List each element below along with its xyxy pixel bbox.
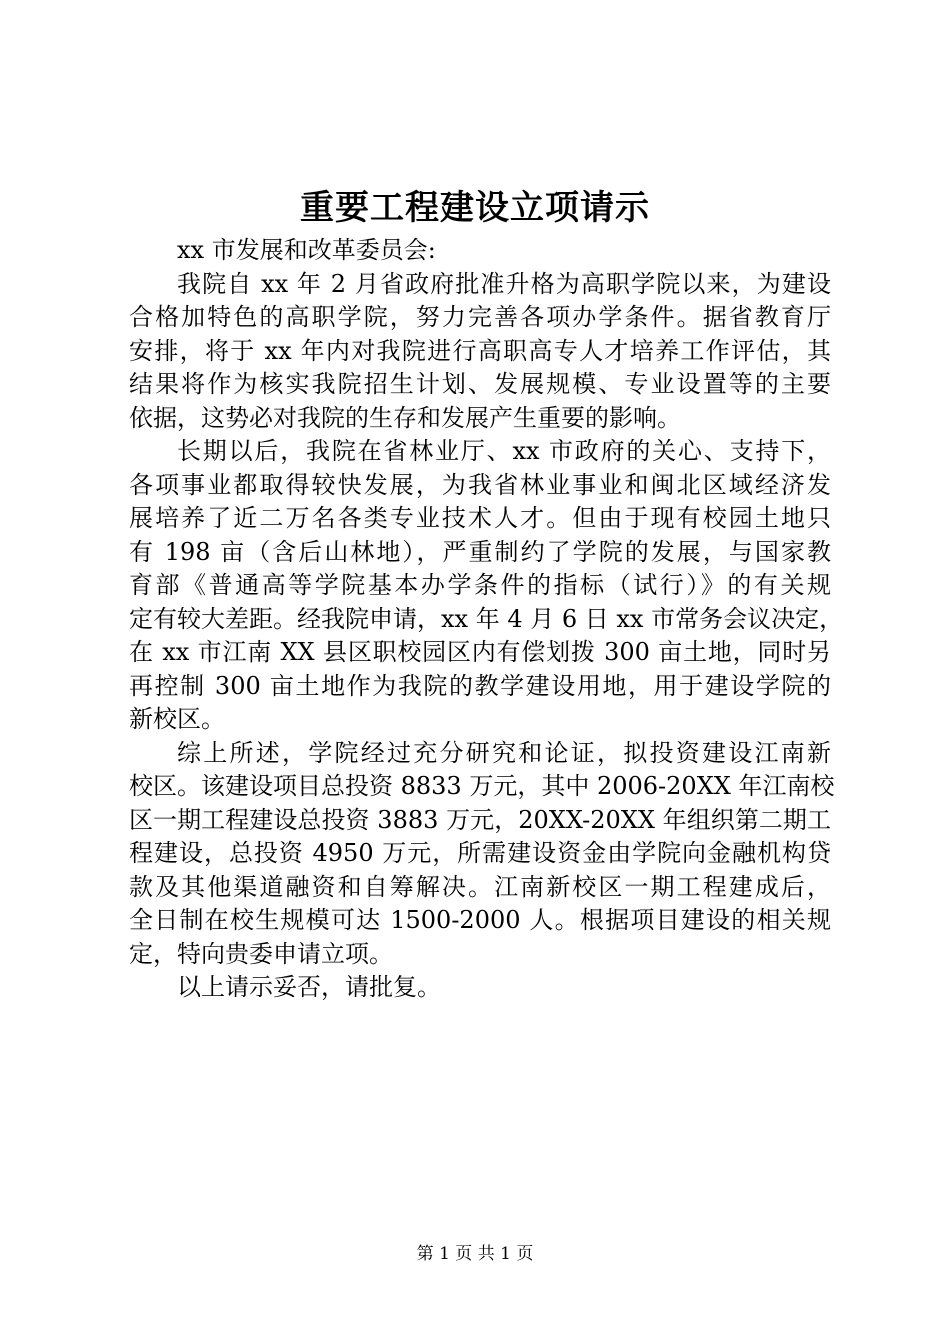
paragraph-line: 安排，将于 xx 年内对我院进行高职高专人才培养工作评估，其 <box>129 336 831 365</box>
paragraph-line: 合格加特色的高职学院，努力完善各项办学条件。据省教育厅 <box>129 303 831 331</box>
paragraph-4 <box>129 971 831 1005</box>
paragraph-line: 再控制 300 亩土地作为我院的教学建设用地，用于建设学院的 <box>129 671 831 700</box>
paragraph-line: 长期以后，我院在省林业厅、xx 市政府的关心、支持下， <box>177 437 831 465</box>
paragraph-1 <box>129 268 831 436</box>
paragraph-line: 程建设，总投资 4950 万元，所需建设资金由学院向金融机构贷 <box>129 839 831 867</box>
paragraph-line: 综上所述，学院经过充分研究和论证，拟投资建设江南新 <box>177 738 831 767</box>
paragraph-line: 展培养了近二万名各类专业技术人才。但由于现有校园土地只 <box>129 504 831 532</box>
page-footer: 第 1 页 共 1 页 <box>416 1244 534 1264</box>
paragraph-line: 新校区。 <box>129 705 225 733</box>
paragraph-line: 款及其他渠道融资和自筹解决。江南新校区一期工程建成后， <box>129 872 831 901</box>
paragraph-line: 有 198 亩（含后山林地），严重制约了学院的发展，与国家教 <box>129 537 831 566</box>
paragraph-line: 定有较大差距。经我院申请，xx 年 4 月 6 日 xx 市常务会议决定， <box>129 604 844 633</box>
paragraph-line: 我院自 xx 年 2 月省政府批准升格为高职学院以来，为建设 <box>177 269 831 298</box>
paragraph-line: 依据，这势必对我院的生存和发展产生重要的影响。 <box>129 403 681 432</box>
paragraph-2 <box>129 435 844 737</box>
paragraph-line: 校区。该建设项目总投资 8833 万元，其中 2006-20XX 年江南校 <box>129 772 835 800</box>
paragraph-line: 结果将作为核实我院招生计划、发展规模、专业设置等的主要 <box>129 370 831 398</box>
document-body <box>129 234 844 1005</box>
paragraph-line: 以上请示妥否，请批复。 <box>177 973 441 1001</box>
paragraph-line: 育部《普通高等学院基本办学条件的指标（试行）》的有关规 <box>129 571 831 599</box>
salutation: xx 市发展和改革委员会: <box>177 236 436 264</box>
paragraph-line: 全日制在校生规模可达 1500-2000 人。根据项目建设的相关规 <box>129 906 831 934</box>
paragraph-line: 区一期工程建设总投资 3883 万元，20XX-20XX 年组织第二期工 <box>129 805 831 834</box>
document-title: 重要工程建设立项请示 <box>300 188 650 228</box>
paragraph-line: 各项事业都取得较快发展，为我省林业事业和闽北区域经济发 <box>129 470 831 499</box>
paragraph-line: 在 xx 市江南 XX 县区职校园区内有偿划拨 300 亩土地，同时另 <box>129 638 831 666</box>
paragraph-line: 定，特向贵委申请立项。 <box>129 939 393 968</box>
paragraph-3 <box>129 737 835 972</box>
